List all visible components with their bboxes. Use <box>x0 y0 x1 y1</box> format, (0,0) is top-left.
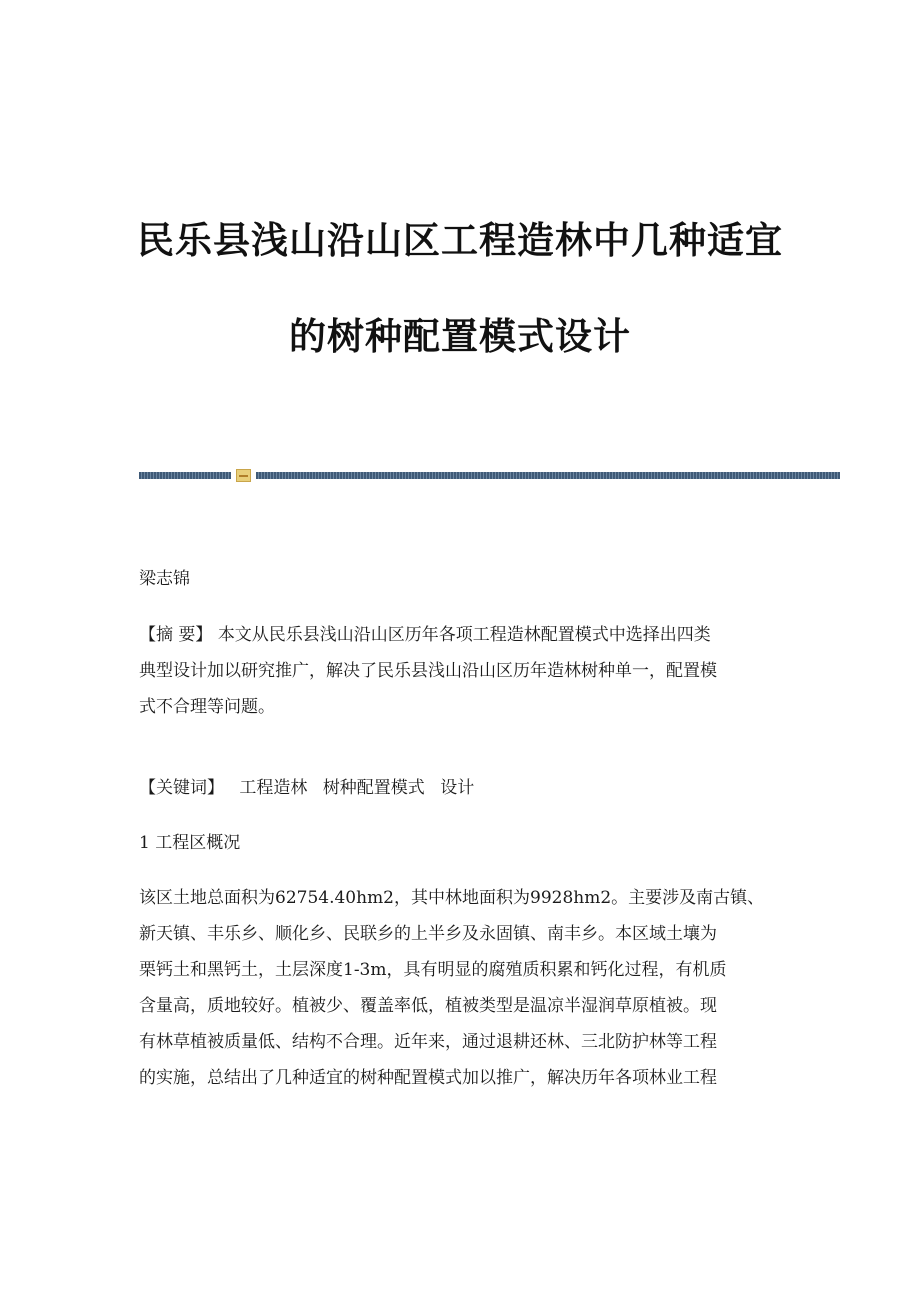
paragraph-line-6: 的实施，总结出了几种适宜的树种配置模式加以推广，解决历年各项林业工程 <box>139 1068 717 1088</box>
keyword-3: 设计 <box>440 778 475 798</box>
author-name: 梁志锦 <box>139 569 190 589</box>
abstract-label: 【摘 要】 <box>139 625 213 645</box>
section-heading: 1 工程区概况 <box>139 833 241 853</box>
keywords <box>139 770 779 806</box>
abstract-line-2: 典型设计加以研究推广，解决了民乐县浅山沿山区历年造林树种单一，配置模 <box>139 661 717 681</box>
paragraph-line-3: 栗钙土和黑钙土，土层深度1-3m，具有明显的腐殖质积累和钙化过程，有机质 <box>139 960 727 980</box>
divider-bar-left <box>139 472 231 479</box>
title-divider <box>139 469 840 483</box>
paragraph-line-1: 该区土地总面积为62754.40hm2，其中林地面积为9928hm2。主要涉及南古镇、 <box>139 888 765 908</box>
paragraph-line-4: 含量高，质地较好。植被少、覆盖率低，植被类型是温凉半湿润草原植被。现 <box>139 996 717 1016</box>
keywords-label: 【关键词】 <box>139 778 224 798</box>
abstract-line-3: 式不合理等问题。 <box>139 697 275 717</box>
abstract-text-1: 本文从民乐县浅山沿山区历年各项工程造林配置模式中选择出四类 <box>217 625 711 645</box>
paragraph-line-5: 有林草植被质量低、结构不合理。近年来，通过退耕还林、三北防护林等工程 <box>139 1032 717 1052</box>
paragraph-line-2: 新天镇、丰乐乡、顺化乡、民联乡的上半乡及永固镇、南丰乡。本区域土壤为 <box>139 924 717 944</box>
body-paragraph <box>139 880 779 1096</box>
divider-emblem-icon <box>236 469 251 482</box>
keyword-1: 工程造林 <box>239 778 308 798</box>
abstract-line-1 <box>139 617 779 653</box>
keyword-2: 树种配置模式 <box>322 778 425 798</box>
abstract <box>139 617 779 725</box>
title-line-2: 的树种配置模式设计 <box>289 314 631 358</box>
divider-bar-right <box>256 472 840 479</box>
title-line-1: 民乐县浅山沿山区工程造林中几种适宜 <box>137 218 783 262</box>
